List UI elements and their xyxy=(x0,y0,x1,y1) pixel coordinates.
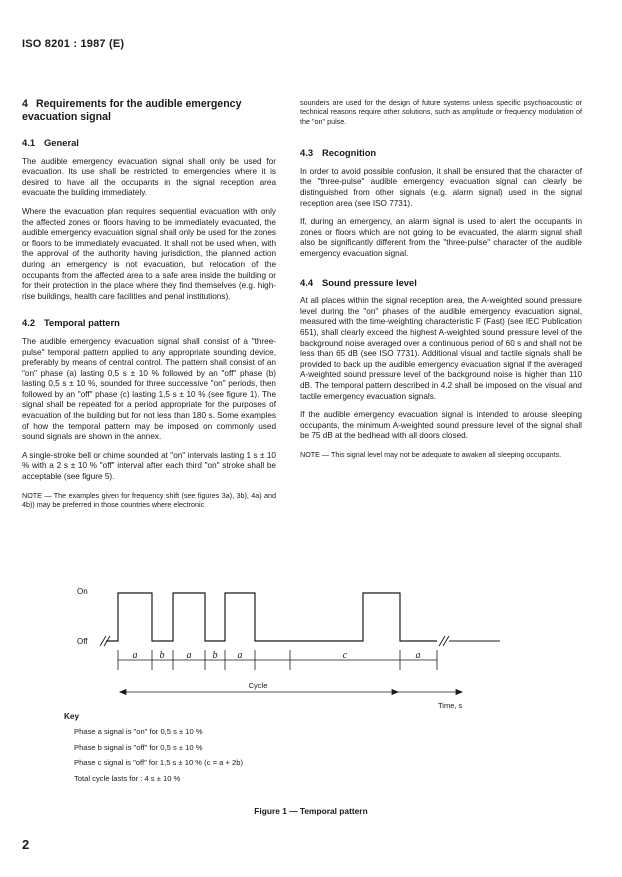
note: NOTE — The examples given for frequency shift (see figures 3a), 3b), 4a) and 4b)) may be preferred in those countries where electronic xyxy=(22,490,276,510)
paragraph: In order to avoid possible confusion, it shall be ensured that the character of the "three-pulse" audible emergency evacuation signal can clearly be distinguished from other signals (e.g. alarm signal) used in the signal reception area (see ISO 7731). xyxy=(300,166,582,208)
paragraph: At all places within the signal reception area, the A-weighted sound pressure level during the "on" phases of the audible emergency evacuation signal, measured with the time-weighting characteristic F (Fast) (see IEC Publication 651), shall clearly exceed the highest A-weighted sound pressure level of the background noise averaged over a continuous period of 60 s and shall not be less than 65 dB (see ISO 7731). Additional visual and tactile signals shall be provided to back up the audible emergency evacuation signal if the averaged A-weighted sound pressure level of the background noise is higher than 110 dB. The temporal pattern described in 4.2 shall be imposed on the visual and tactile emergency evacuation signals. xyxy=(300,296,582,401)
section-4-2-heading xyxy=(22,318,276,329)
section-4-3-heading xyxy=(300,148,582,159)
subsection-number: 4.2 xyxy=(22,317,36,329)
phase-b-label: b xyxy=(212,650,218,661)
right-column xyxy=(300,98,582,467)
paragraph: If, during an emergency, an alarm signal is used to alert the occupants in zones or floors which are not going to be evacuated, the alarm signal shall also be significantly different from the "three-pulse" character of the audible emergency evacuation signal. xyxy=(300,217,582,258)
left-column xyxy=(22,98,276,517)
subsection-number: 4.3 xyxy=(300,147,314,159)
key-item: Total cycle lasts for : 4 s ± 10 % xyxy=(74,773,181,783)
note-continuation: sounders are used for the design of future systems unless specific psychoacoustic or technical reasons require other solutions, such as amplitude or frequency modulation of the "on" pulse. xyxy=(300,98,582,126)
header-standard: ISO 8201 : 1987 (E) xyxy=(22,38,125,50)
figure-caption: Figure 1 — Temporal pattern xyxy=(254,806,368,816)
paragraph: Where the evacuation plan requires sequential evacuation with only the affected zones or floors having to be immediately evacuated, the audible emergency evacuation signal shall only be used for the zones or floors to be immediately evacuated. It shall not be used when, with the approval of the authority having jurisdiction, the planned action during an emergency is not evacuation, but relocation of the occupants from the affected area to a safe area inside the building or for their protection in the place where they find themselves (e.g. high-rise buildings, health care facilities and penal institutions). xyxy=(22,206,276,301)
section-4-heading xyxy=(22,98,276,124)
on-label: On xyxy=(77,587,88,596)
phase-a-label: a xyxy=(415,650,421,661)
paragraph: The audible emergency evacuation signal shall only be used for evacuation. Its use shall be restricted to emergencies where it is desired to have all the occupants in the signal reception area evacuate the building immediately. xyxy=(22,156,276,198)
phase-a-label: a xyxy=(237,650,243,661)
subsection-title: Temporal pattern xyxy=(44,317,120,329)
section-number: 4 xyxy=(22,98,28,110)
section-4-4-heading xyxy=(300,278,582,289)
key-item: Phase c signal is "off" for 1,5 s ± 10 % (c = a + 2b) xyxy=(74,758,243,768)
paragraph: If the audible emergency evacuation signal is intended to arouse sleeping occupants, the minimum A-weighted sound pressure level of the signal shall be 75 dB at the bedhead with all doors closed. xyxy=(300,410,582,441)
key-item: Phase a signal is "on" for 0,5 s ± 10 % xyxy=(74,727,203,736)
subsection-title: Recognition xyxy=(322,147,377,159)
subsection-title: General xyxy=(44,137,79,148)
off-label: Off xyxy=(77,637,88,646)
key-item: Phase b signal is "off" for 0,5 s ± 10 % xyxy=(74,742,203,752)
paragraph: A single-stroke bell or chime sounded at "on" intervals lasting 1 s ± 10 % with a 2 s ± 10 % "off" interval after each third "on" stroke shall be acceptable (see figure 5). xyxy=(22,450,276,482)
page-number: 2 xyxy=(22,837,30,852)
phase-a-label: a xyxy=(186,650,192,661)
section-title: Requirements for the audible emergency evacuation signal xyxy=(22,98,242,123)
cycle-label: Cycle xyxy=(248,681,268,690)
signal-waveform xyxy=(106,593,437,641)
break-mark-right xyxy=(439,636,449,646)
note: NOTE — This signal level may not be adequate to awaken all sleeping occupants. xyxy=(300,449,562,459)
cycle-arrow-right xyxy=(392,690,398,695)
phase-a-label: a xyxy=(132,650,138,661)
phase-c-label: c xyxy=(342,650,348,661)
figure-key xyxy=(64,711,243,786)
subsection-title: Sound pressure level xyxy=(322,276,417,288)
time-axis-label: Time, s xyxy=(438,701,463,710)
section-4-1-heading xyxy=(22,138,276,149)
subsection-number: 4.1 xyxy=(22,137,36,148)
key-title: Key xyxy=(64,712,80,721)
paragraph: The audible emergency evacuation signal shall consist of a "three-pulse" temporal pattern applied to any appropriate sounding device, preferably by means of central control. The pattern shall consist of an "on" phase (a) lasting 0,5 s ± 10 % followed by an "off" phase (b) lasting 0,5 s ± 10 %, sounded for three successive "on" periods, then followed by an "off" phase (c) lasting 1,5 s ± 10 % (see figure 1). The signal shall be repeated for a period appropriate for the purposes of evacuation of the building but for not less than 180 s. Some examples of how the temporal pattern may be imposed on commonly used sound signals are shown in the annex. xyxy=(22,336,276,442)
time-axis-arrow xyxy=(456,690,462,695)
temporal-pattern-diagram xyxy=(40,580,600,710)
cycle-arrow-left xyxy=(120,690,126,695)
subsection-number: 4.4 xyxy=(300,276,314,288)
phase-b-label: b xyxy=(159,650,165,661)
